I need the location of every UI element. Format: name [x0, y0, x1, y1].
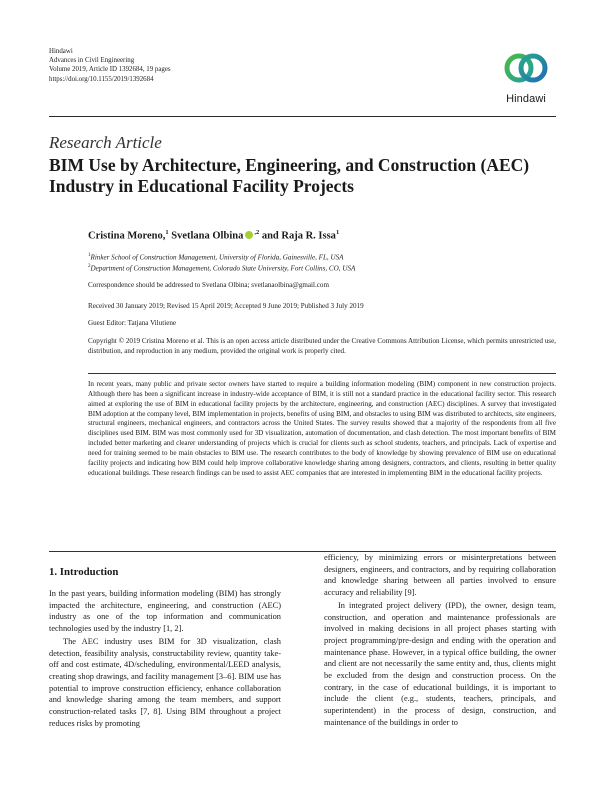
header-divider	[49, 116, 556, 117]
affiliation-1	[88, 253, 343, 261]
author-olbina[interactable]: Svetlana Olbina	[171, 230, 244, 242]
journal-info	[49, 47, 171, 84]
author-issa[interactable]: and Raja R. Issa	[261, 230, 336, 242]
publication-dates: Received 30 January 2019; Revised 15 April 2019; Accepted 9 June 2019; Published 3 July 2019	[88, 302, 364, 310]
author-sup: 1	[165, 229, 169, 236]
affiliation-sup: 2	[88, 264, 91, 269]
orcid-icon[interactable]	[245, 231, 253, 239]
author-moreno[interactable]: Cristina Moreno,	[88, 230, 166, 242]
article-type: Research Article	[49, 133, 162, 152]
left-column	[49, 588, 281, 729]
abstract: In recent years, many public and private sector owners have started to require a building information modeling (BIM) component in new construction projects. Although there has been a significant increase in industry-wide acceptance of BIM, it is still not a standard practice in the educational facility sector. This research aimed at exploring the use of BIM in educational facility projects by the architecture, engineering, and construction (AEC) disciplines. A survey that investigated BIM adoption at the company level, BIM implementation in projects, benefits of using BIM, and obstacles to using BIM was distributed to architects, site engineers, structural engineers, mechanical engineers, and contractors across the United States. The survey results showed that a majority of the respondents from all five disciplines used BIM. BIM was most commonly used for 3D visualization, automation of documentation, and clash detection. The most important benefits of BIM included better marketing and clearer understanding of projects which is crucial for clients such as school students, teachers, and principals. Lack of expertise and need for training seemed to be main obstacles to BIM use. The research contributes to the body of knowledge by showing prevalence of BIM use on educational facility projects and indicating how BIM could help improve collaborative knowledge sharing among designers, contractors, and clients, resulting in better quality educational buildings. These research findings can be used to assist AEC companies that are interested in implementing BIM in the educational facility projects.	[88, 380, 556, 477]
paragraph: efficiency, by minimizing errors or misinterpretations between designers, engineers, and contractors, and by requiring collaboration and knowledge sharing between all parties involved to ensure accuracy and reliability [9].	[324, 553, 556, 598]
publisher-name: Hindawi	[49, 48, 73, 55]
affiliation-text: Rinker School of Construction Management, University of Florida, Gainesville, FL, USA	[90, 253, 344, 262]
paragraph: In integrated project delivery (IPD), the owner, design team, construction, and operation and maintenance professionals are involved in making decisions in all project phases starting with project programming/pre-design and ending with the operation and maintenance phase. However, in a typical office building, the owner and client are not necessarily the same entity and, thus, clients might be excluded from the design and construction process. On the contrary, in the case of educational buildings, it is important to include the client (e.g., students, teachers, principals, and superintendent) in the process of design, construction, and maintenance of the buildings in order to	[324, 600, 556, 727]
author-sup: 1	[335, 229, 340, 236]
paragraph: In the past years, building information modeling (BIM) has strongly impacted the architecture, engineering, and construction (AEC) industry as one of the top information and communication technologies used by the industry [1, 2].	[49, 589, 281, 634]
volume-line: Volume 2019, Article ID 1392684, 19 pages	[49, 66, 171, 74]
abstract-divider-top	[88, 373, 556, 374]
logo-text: Hindawi	[506, 93, 546, 105]
correspondence: Correspondence should be addressed to Svetlana Olbina; svetlanaolbina@gmail.com	[88, 281, 329, 289]
affiliation-sup: 1	[88, 253, 91, 258]
affiliation-text: Department of Construction Management, Colorado State University, Fort Collins, CO, USA	[90, 264, 356, 273]
guest-editor: Guest Editor: Tatjana Vilutiene	[88, 319, 177, 327]
section-heading: 1. Introduction	[49, 566, 119, 578]
article-title: BIM Use by Architecture, Engineering, and Construction (AEC) Industry in Educational Facility Projects	[49, 155, 530, 196]
author-list	[88, 229, 339, 242]
author-sup: ,2	[254, 229, 260, 236]
copyright-notice: Copyright © 2019 Cristina Moreno et al. This is an open access article distributed under the Creative Commons Attribution License, which permits unrestricted use, distribution, and reproduction in any medium, provided the original work is properly cited.	[88, 337, 556, 355]
journal-name: Advances in Civil Engineering	[49, 57, 135, 65]
paragraph: The AEC industry uses BIM for 3D visualization, clash detection, feasibility analysis, constructability review, quantity take-off and cost estimate, 4D/scheduling, environmental/LEED analysis, creating shop drawings, and facility management [3–6]. BIM use has potential to improve construction efficiency, enhance collaboration and knowledge sharing among the team members, and support construction-related tasks [7, 8]. Using BIM throughout a project reduces risks by promoting	[49, 636, 281, 728]
affiliation-2	[88, 264, 355, 272]
right-column	[324, 552, 556, 729]
doi-link[interactable]: https://doi.org/10.1155/2019/1392684	[49, 75, 154, 83]
